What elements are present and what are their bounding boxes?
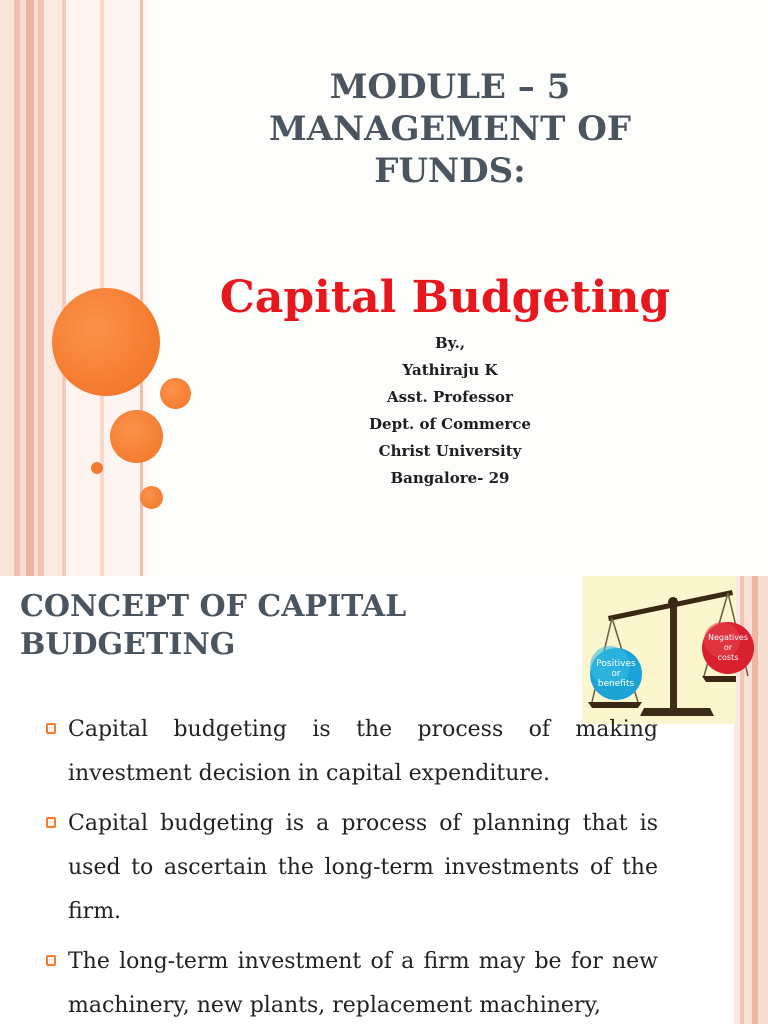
author-department: Dept. of Commerce bbox=[369, 415, 531, 433]
bullet-icon bbox=[46, 955, 56, 966]
decorative-stripes bbox=[0, 0, 150, 576]
list-item bbox=[44, 802, 658, 934]
title-line: MANAGEMENT OF bbox=[269, 109, 631, 149]
bullet-icon bbox=[46, 723, 56, 734]
decorative-circle bbox=[110, 410, 163, 463]
bullet-list bbox=[44, 708, 658, 1034]
author-institution: Christ University bbox=[378, 442, 522, 460]
decorative-circle bbox=[52, 288, 160, 396]
positives-label: benefits bbox=[597, 679, 635, 689]
negatives-label: or bbox=[723, 643, 733, 652]
slide-subtitle: Capital Budgeting bbox=[219, 272, 671, 323]
title-line: BUDGETING bbox=[20, 627, 236, 662]
decorative-circle bbox=[140, 486, 163, 509]
title-line: FUNDS: bbox=[374, 151, 526, 191]
bullet-text: Capital budgeting is a process of planning that is used to ascertain the long-term investments of the firm. bbox=[68, 811, 658, 924]
bullet-text: Capital budgeting is the process of making investment decision in capital expenditure. bbox=[68, 717, 658, 786]
bullet-text: The long-term investment of a firm may be for new machinery, new plants, replacement machinery, bbox=[68, 949, 658, 1018]
title-line: CONCEPT OF CAPITAL bbox=[20, 589, 407, 624]
author-block bbox=[300, 330, 600, 492]
decorative-circle bbox=[91, 462, 103, 474]
balance-scale-icon bbox=[582, 576, 749, 724]
positives-label: or bbox=[611, 669, 621, 679]
list-item bbox=[44, 708, 658, 796]
negatives-label: costs bbox=[717, 653, 739, 662]
negatives-label: Negatives bbox=[707, 633, 749, 642]
balance-scale-image bbox=[582, 576, 749, 724]
decorative-circle bbox=[160, 378, 191, 409]
list-item bbox=[44, 940, 658, 1028]
author-position: Asst. Professor bbox=[387, 388, 513, 406]
concept-slide bbox=[0, 576, 768, 1024]
bullet-icon bbox=[46, 817, 56, 828]
author-name: Yathiraju K bbox=[402, 361, 498, 379]
author-line: By., bbox=[434, 334, 466, 352]
positives-label: Positives bbox=[596, 659, 636, 669]
slide-title bbox=[20, 588, 560, 664]
title-line: MODULE – 5 bbox=[329, 67, 571, 107]
slide-title bbox=[230, 66, 670, 192]
author-city: Bangalore- 29 bbox=[390, 469, 510, 487]
